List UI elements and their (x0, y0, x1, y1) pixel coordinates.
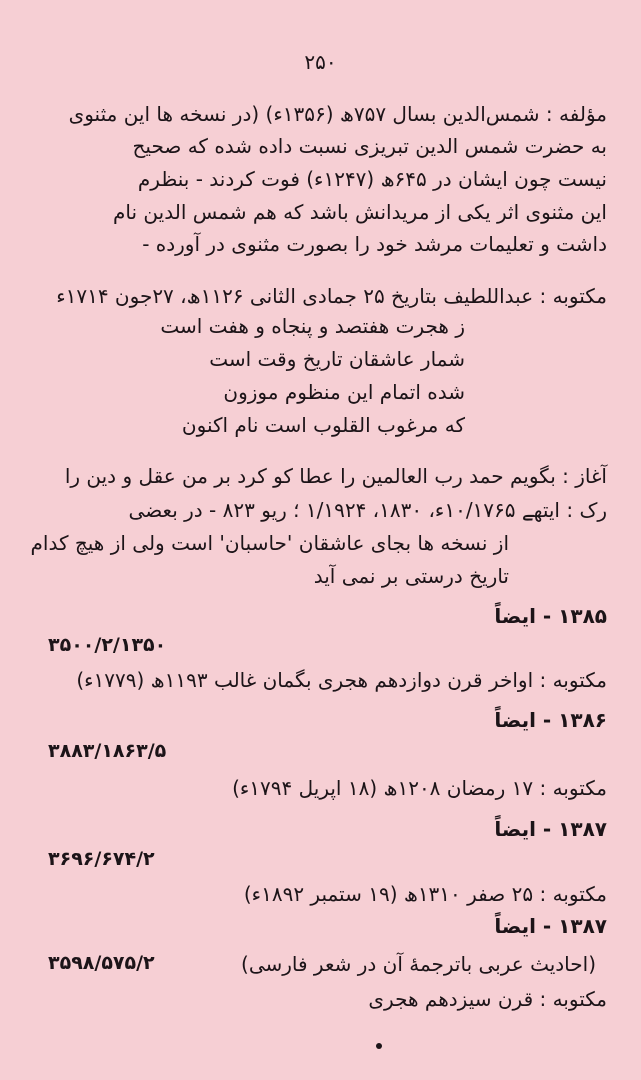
text-line: نیست چون ایشان در ۶۴۵ھ (۱۲۴۷ء) فوت کردند - بنظرم (137, 167, 607, 191)
verse-line: شده اتمام این منظوم موزون (223, 380, 465, 404)
text-line: تاریخ درستی بر نمی آید (313, 564, 509, 588)
text-line: این مثنوی اثر یکی از مریدانش باشد که هم شمس الدین نام (113, 200, 607, 224)
text-line: (احادیث عربی باترجمهٔ آن در شعر فارسی) (241, 952, 596, 976)
text-line: مؤلفه : شمس‌الدین بسال ۷۵۷ھ (۱۳۵۶ء) (در نسخه ها این مثنوی (68, 102, 607, 126)
text-line: مکتوبه : قرن سیزدهم هجری (368, 987, 607, 1011)
reference-number: ۳۵۰۰/۲/۱۳۵۰ (48, 634, 167, 656)
text-line: مکتوبه : عبداللطیف بتاریخ ۲۵ جمادی الثانی ۱۱۲۶ھ، ۲۷جون ۱۷۱۴ء (56, 284, 607, 308)
verse-line: که مرغوب القلوب است نام اکنون (181, 413, 465, 437)
text-line: مکتوبه : ۲۵ صفر ۱۳۱۰ھ (۱۹ ستمبر ۱۸۹۲ء) (243, 882, 607, 906)
verse-line: ز هجرت هفتصد و پنجاه و هفت است (160, 314, 465, 338)
text-line: مکتوبه : ۱۷ رمضان ۱۲۰۸ھ (۱۸ اپریل ۱۷۹۴ء) (232, 776, 607, 800)
text-line: آغاز : بگویم حمد رب العالمین را عطا کو کرد بر من عقل و دین را (64, 464, 607, 488)
verse-line: شمار عاشقان تاریخ وقت است (209, 347, 465, 371)
entry-heading: ۱۳۸۵ - ایضاً (494, 604, 607, 628)
reference-number: ۳۸۸۳/۱۸۶۳/۵ (48, 740, 167, 762)
entry-heading: ۱۳۸۷ - ایضاً (494, 817, 607, 841)
entry-heading: ۱۳۸۶ - ایضاً (494, 708, 607, 732)
page-number: ۲۵۰ (304, 50, 337, 74)
text-line: داشت و تعلیمات مرشد خود را بصورت مثنوی در آورده - (142, 232, 607, 256)
page-mark (376, 1043, 382, 1049)
reference-number: ۳۵۹۸/۵۷۵/۲ (48, 952, 155, 974)
text-line: رک : ایتھے ۱۰/۱۷۶۵ء، ۱۸۳۰، ۱/۱۹۲۴ ؛ ریو ۸۲۳ - در بعضی (128, 498, 607, 522)
entry-heading: ۱۳۸۷ - ایضاً (494, 914, 607, 938)
reference-number: ۳۶۹۶/۶۷۴/۲ (48, 848, 155, 870)
text-line: از نسخه ها بجای عاشقان 'حاسبان' است ولی از هیچ کدام (30, 531, 509, 555)
text-line: مکتوبه : اواخر قرن دوازدهم هجری بگمان غالب ۱۱۹۳ھ (۱۷۷۹ء) (76, 668, 607, 692)
text-line: به حضرت شمس الدین تبریزی نسبت داده شده که صحیح (132, 134, 607, 158)
